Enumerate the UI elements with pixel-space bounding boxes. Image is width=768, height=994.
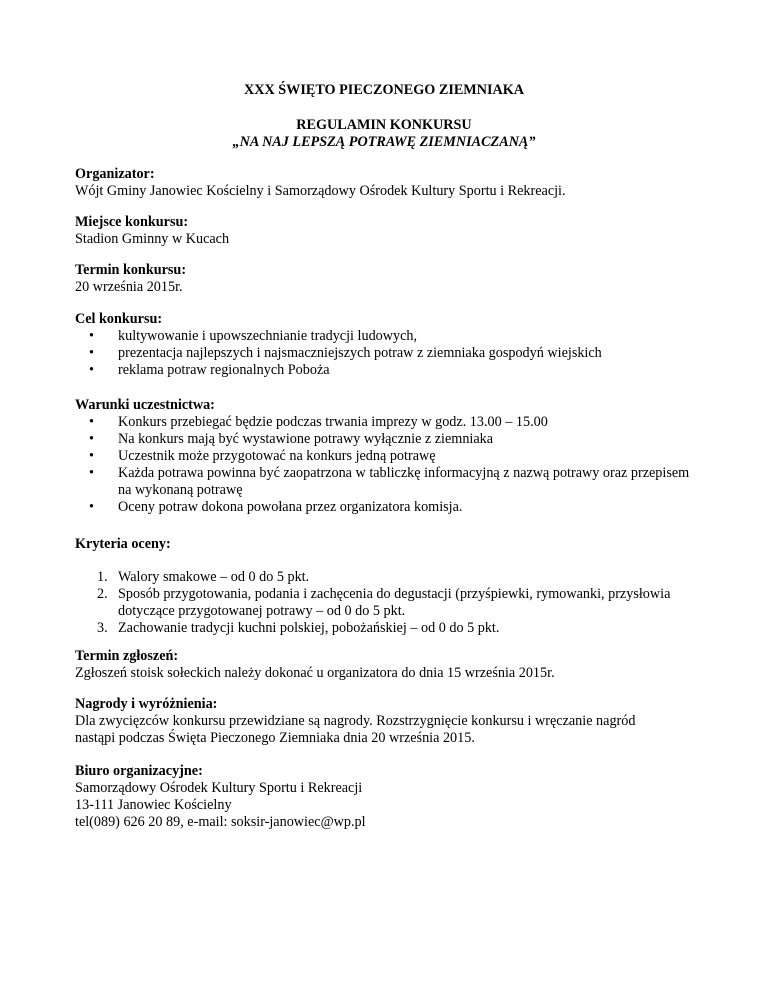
document-subtitle: REGULAMIN KONKURSU — [296, 117, 472, 133]
registration-heading: Termin zgłoszeń: — [75, 648, 179, 664]
criteria-list-wrap — [75, 569, 715, 637]
conditions-heading: Warunki uczestnictwa: — [75, 397, 215, 413]
office-heading: Biuro organizacyjne: — [75, 763, 203, 779]
list-item-text: kultywowanie i upowszechnianie tradycji ludowych, — [118, 328, 418, 344]
location-heading: Miejsce konkursu: — [75, 214, 189, 230]
list-item — [75, 499, 695, 516]
organizer-section — [75, 166, 715, 200]
list-item-text: Walory smakowe – od 0 do 5 pkt. — [118, 569, 310, 585]
awards-section — [75, 696, 715, 747]
list-item — [75, 328, 715, 345]
contest-name: „NA NAJ LEPSZĄ POTRAWĘ ZIEMNIACZANĄ” — [232, 134, 536, 150]
bullet-icon: • — [89, 448, 94, 464]
criteria-heading: Kryteria oceny: — [75, 536, 171, 552]
list-item — [75, 586, 695, 620]
list-number: 1. — [97, 569, 108, 585]
bullet-icon: • — [89, 328, 94, 344]
awards-heading: Nagrody i wyróżnienia: — [75, 696, 218, 712]
office-contact: tel(089) 626 20 89, e-mail: soksir-janowiec@wp.pl — [75, 814, 366, 830]
conditions-section — [75, 397, 715, 516]
office-address: 13-111 Janowiec Kościelny — [75, 797, 232, 813]
list-item — [75, 465, 695, 499]
criteria-section — [75, 536, 715, 553]
bullet-icon: • — [89, 465, 94, 481]
document-title: XXX ŚWIĘTO PIECZONEGO ZIEMNIAKA — [244, 82, 524, 98]
list-item-text: Zachowanie tradycji kuchni polskiej, pobożańskiej – od 0 do 5 pkt. — [118, 620, 500, 636]
criteria-list — [75, 569, 695, 637]
organizer-heading: Organizator: — [75, 166, 155, 182]
bullet-icon: • — [89, 414, 94, 430]
list-number: 3. — [97, 620, 108, 636]
list-item-text: Na konkurs mają być wystawione potrawy wyłącznie z ziemniaka — [118, 431, 494, 447]
list-item-text: Konkurs przebiegać będzie podczas trwania imprezy w godz. 13.00 – 15.00 — [118, 414, 548, 430]
list-item-text: reklama potraw regionalnych Poboża — [118, 362, 330, 378]
list-item — [75, 569, 695, 586]
list-item — [75, 448, 695, 465]
office-section — [75, 763, 715, 831]
goal-list — [75, 328, 715, 379]
awards-text-line-1: Dla zwycięzców konkursu przewidziane są nagrody. Rozstrzygnięcie konkursu i wręczanie nagród — [75, 713, 636, 729]
list-number: 2. — [97, 586, 108, 602]
list-item-text: Sposób przygotowania, podania i zachęcenia do degustacji (przyśpiewki, rymowanki, przysłowia dotyczące przygotowanej potrawy – od 0 do 5 pkt. — [118, 586, 671, 619]
goal-heading: Cel konkursu: — [75, 311, 163, 327]
conditions-list — [75, 414, 695, 516]
list-item — [75, 414, 695, 431]
location-text: Stadion Gminny w Kucach — [75, 231, 230, 247]
list-item — [75, 345, 715, 362]
organizer-text: Wójt Gminy Janowiec Kościelny i Samorządowy Ośrodek Kultury Sportu i Rekreacji. — [75, 183, 566, 199]
list-item-text: prezentacja najlepszych i najsmaczniejszych potraw z ziemniaka gospodyń wiejskich — [118, 345, 602, 361]
list-item — [75, 362, 715, 379]
awards-text-line-2: nastąpi podczas Święta Pieczonego Ziemniaka dnia 20 września 2015. — [75, 730, 475, 746]
date-heading: Termin konkursu: — [75, 262, 187, 278]
registration-section — [75, 648, 715, 682]
registration-text: Zgłoszeń stoisk sołeckich należy dokonać u organizatora do dnia 15 września 2015r. — [75, 665, 555, 681]
bullet-icon: • — [89, 345, 94, 361]
bullet-icon: • — [89, 499, 94, 515]
date-text: 20 września 2015r. — [75, 279, 183, 295]
bullet-icon: • — [89, 362, 94, 378]
list-item-text: Oceny potraw dokona powołana przez organizatora komisja. — [118, 499, 463, 515]
office-name: Samorządowy Ośrodek Kultury Sportu i Rekreacji — [75, 780, 363, 796]
list-item — [75, 431, 695, 448]
date-section — [75, 262, 715, 296]
location-section — [75, 214, 715, 248]
list-item-text: Każda potrawa powinna być zaopatrzona w tabliczkę informacyjną z nazwą potrawy oraz przepisem na wykonaną potrawę — [118, 465, 690, 498]
bullet-icon: • — [89, 431, 94, 447]
goal-section — [75, 311, 715, 379]
list-item-text: Uczestnik może przygotować na konkurs jedną potrawę — [118, 448, 436, 464]
list-item — [75, 620, 695, 637]
